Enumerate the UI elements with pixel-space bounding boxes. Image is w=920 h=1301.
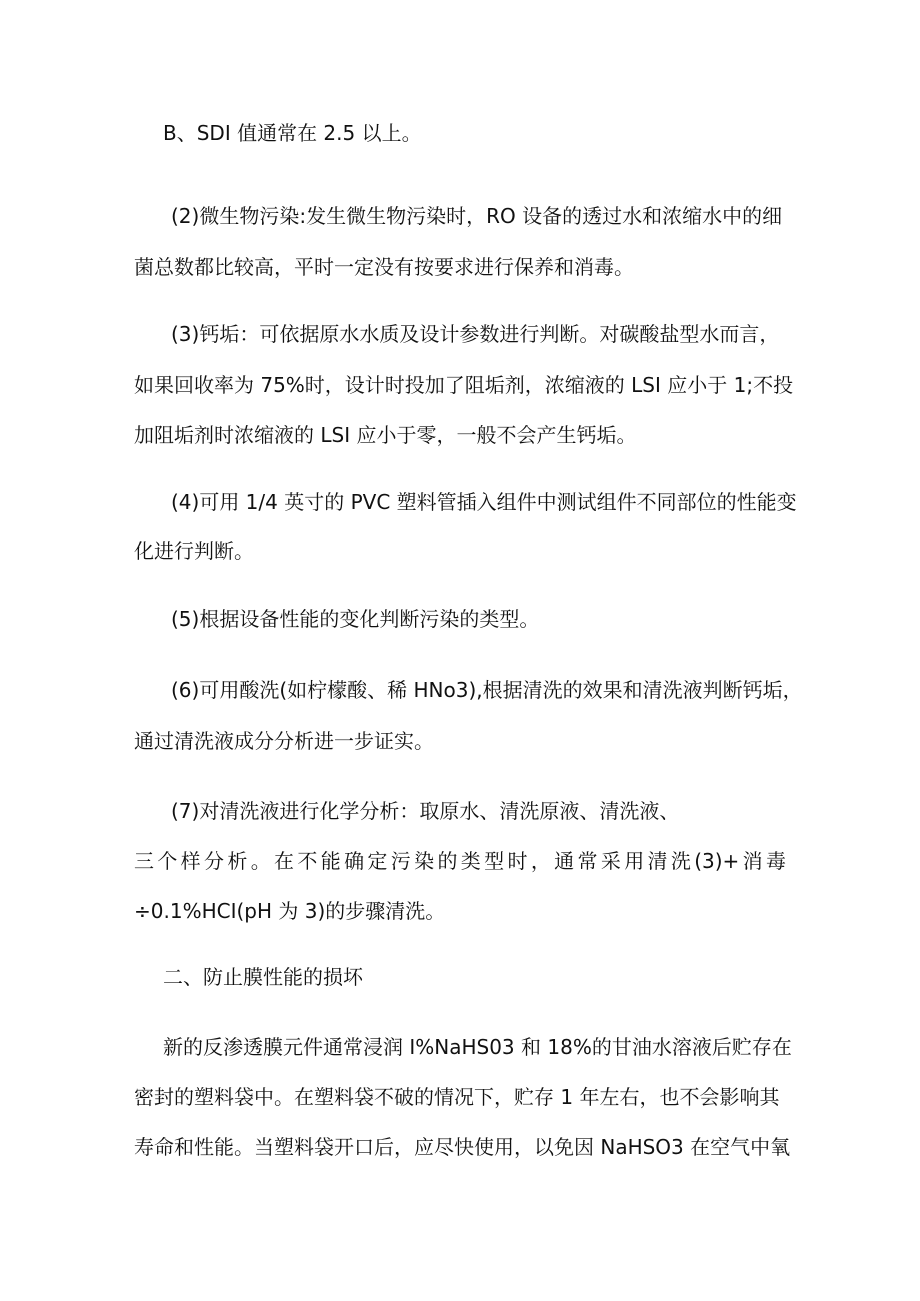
membrane-storage-line-1: 新的反渗透膜元件通常浸润 I%NaHS03 和 18%的甘油水溶液后贮存在 — [163, 1035, 792, 1059]
chemical-analysis-line-3: ÷0.1%HCI(pH 为 3)的步骤清洗。 — [134, 899, 446, 923]
pvc-test-line-2: 化进行判断。 — [134, 539, 254, 563]
microbial-fouling-line-2: 菌总数都比较高，平时一定没有按要求进行保养和消毒。 — [134, 255, 634, 279]
acid-wash-line-2: 通过清洗液成分分析进一步证实。 — [134, 729, 434, 753]
microbial-fouling-line-1: (2)微生物污染:发生微生物污染时，RO 设备的透过水和浓缩水中的细 — [171, 204, 783, 228]
acid-wash-line-1: (6)可用酸洗(如柠檬酸、稀 HNo3),根据清洗的效果和清洗液判断钙垢， — [171, 678, 803, 702]
scale-line-3: 加阻垢剂时浓缩液的 LSI 应小于零，一般不会产生钙垢。 — [134, 423, 637, 447]
pvc-test-line-1: (4)可用 1/4 英寸的 PVC 塑料管插入组件中测试组件不同部位的性能变 — [171, 490, 797, 514]
chemical-analysis-line-2: 三个样分析。在不能确定污染的类型时，通常采用清洗(3)+消毒 — [134, 849, 786, 873]
membrane-storage-line-2: 密封的塑料袋中。在塑料袋不破的情况下，贮存 1 年左右，也不会影响其 — [134, 1085, 780, 1109]
scale-line-1: (3)钙垢：可依据原水水质及设计参数进行判断。对碳酸盐型水而言， — [171, 322, 780, 346]
section-heading: 二、防止膜性能的损坏 — [163, 965, 363, 989]
performance-change-line: (5)根据设备性能的变化判断污染的类型。 — [171, 607, 540, 631]
chemical-analysis-line-1: (7)对清洗液进行化学分析：取原水、清洗原液、清洗液、 — [171, 799, 680, 823]
sdi-note-line: B、SDI 值通常在 2.5 以上。 — [163, 121, 422, 145]
membrane-storage-line-3: 寿命和性能。当塑料袋开口后，应尽快使用，以免因 NaHSO3 在空气中氧 — [134, 1135, 791, 1159]
scale-line-2: 如果回收率为 75%时，设计时投加了阻垢剂，浓缩液的 LSI 应小于 1;不投 — [134, 373, 794, 397]
